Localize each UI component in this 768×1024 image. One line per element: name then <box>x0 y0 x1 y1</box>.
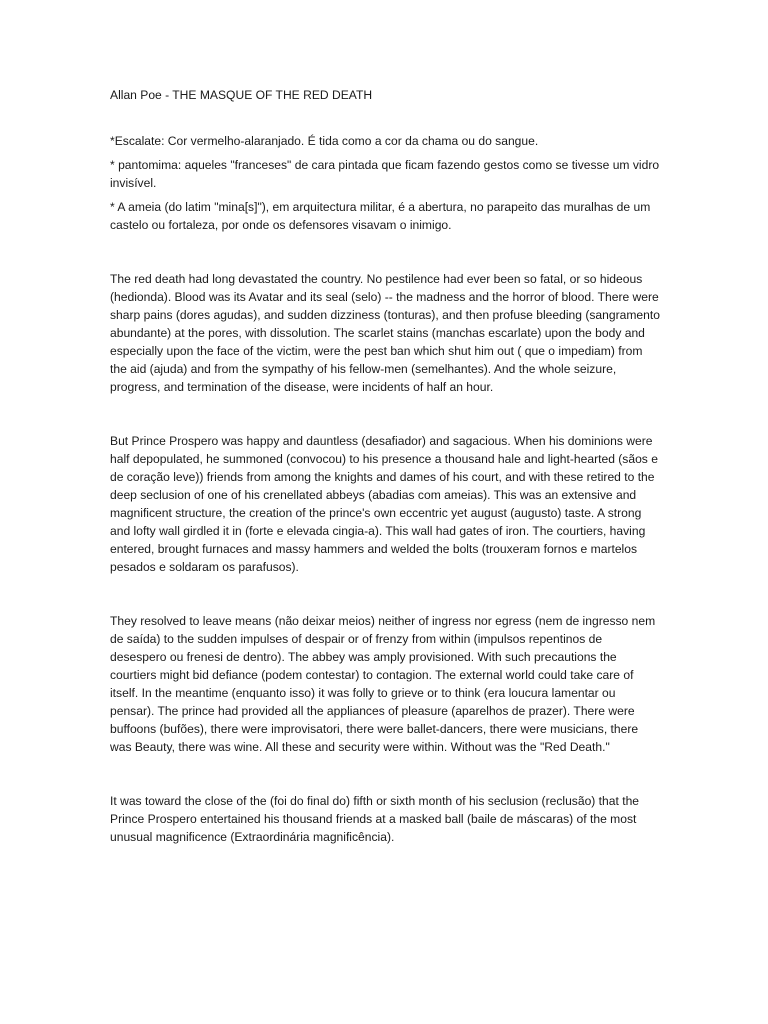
glossary-note: * A ameia (do latim "mina[s]"), em arquitectura militar, é a abertura, no parapeito das muralhas de um castelo ou fortaleza, por onde os defensores visavam o inimigo. <box>110 200 651 232</box>
glossary-note: * pantomima: aqueles "franceses" de cara pintada que ficam fazendo gestos como se tivesse um vidro invisível. <box>110 158 660 190</box>
story-paragraph: The red death had long devastated the country. No pestilence had ever been so fatal, or so hideous (hedionda). Blood was its Avatar and its seal (selo) -- the madness and the horror of blood. There were sharp pains (dores agudas), and sudden dizziness (tonturas), and then profuse bleeding (sangramento abundante) at the pores, with dissolution. The scarlet stains (manchas escarlate) upon the body and especially upon the face of the victim, were the pest ban which shut him out ( que o impediam) from the aid (ajuda) and from the sympathy of his fellow-men (semelhantes). And the whole seizure, progress, and termination of the disease, were incidents of half an hour. <box>110 272 660 394</box>
document-title: Allan Poe - THE MASQUE OF THE RED DEATH <box>110 88 373 102</box>
story-paragraph: But Prince Prospero was happy and dauntless (desafiador) and sagacious. When his dominions were half depopulated, he summoned (convocou) to his presence a thousand hale and light-hearted (sãos e de coração leve)) friends from among the knights and dames of his court, and with these retired to the deep seclusion of one of his crenellated abbeys (abadias com ameias). This was an extensive and magnificent structure, the creation of the prince's own eccentric yet august (augusto) taste. A strong and lofty wall girdled it in (forte e elevada cingia-a). This wall had gates of iron. The courtiers, having entered, brought furnaces and massy hammers and welded the bolts (trouxeram fornos e martelos pesados e soldaram os parafusos). <box>110 434 658 574</box>
story-paragraph: It was toward the close of the (foi do final do) fifth or sixth month of his seclusion (reclusão) that the Prince Prospero entertained his thousand friends at a masked ball (baile de máscaras) of the most unusual magnificence (Extraordinária magnificência). <box>110 794 640 844</box>
story-paragraph: They resolved to leave means (não deixar meios) neither of ingress nor egress (nem de ingresso nem de saída) to the sudden impulses of despair or of frenzy from within (impulsos repentinos de desespero ou frenesi de dentro). The abbey was amply provisioned. With such precautions the courtiers might bid defiance (podem contestar) to contagion. The external world could take care of itself. In the meantime (enquanto isso) it was folly to grieve or to think (era loucura lamentar ou pensar). The prince had provided all the appliances of pleasure (aparelhos de prazer). There were buffoons (bufões), there were improvisatori, there were ballet-dancers, there were musicians, there was Beauty, there was wine. All these and security were within. Without was the "Red Death." <box>110 614 656 754</box>
document-page <box>110 86 660 882</box>
glossary-note: *Escalate: Cor vermelho-alaranjado. É tida como a cor da chama ou do sangue. <box>110 134 539 148</box>
glossary-notes <box>110 132 660 234</box>
